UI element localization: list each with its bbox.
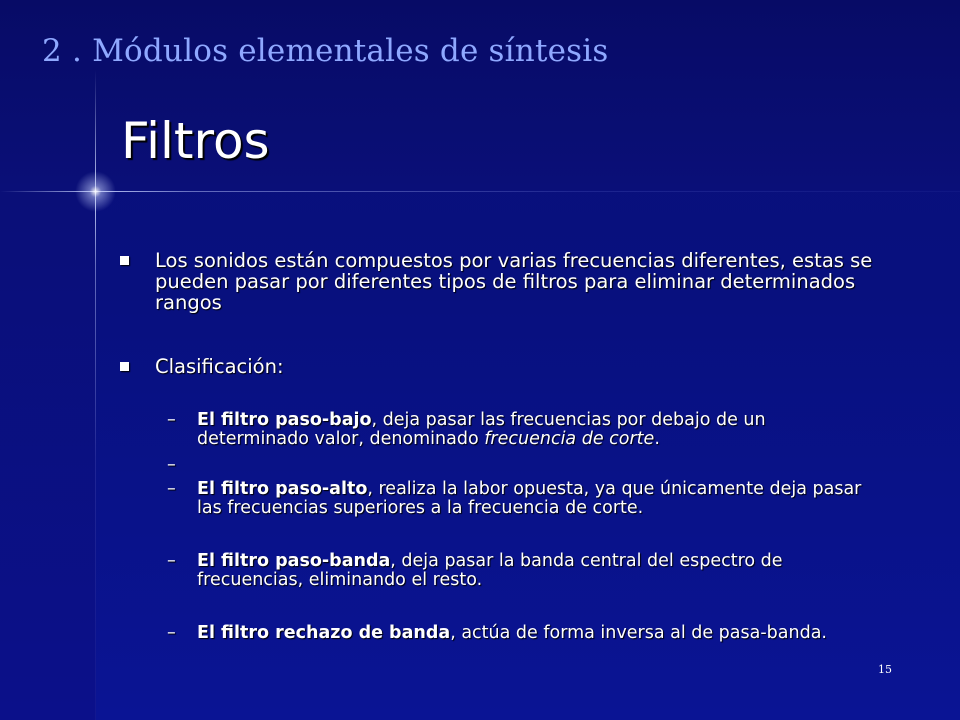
filter-description [197,624,877,643]
filter-name: El filtro paso-banda [197,551,391,571]
bullet-text: Clasificación: [155,355,284,378]
filter-name: El filtro paso-bajo [197,410,372,430]
filter-name: El filtro paso-alto [197,479,368,499]
section-subtitle: 2 . Módulos elementales de síntesis [42,33,609,69]
filter-term: frecuencia de corte [484,429,655,449]
horizontal-rule [0,191,960,192]
dash-marker: – [167,479,176,499]
filter-text: , deja pasar las frecuencias por debajo de un determinado valor, denominado [197,410,766,449]
filter-description [197,411,877,449]
slide-title: Filtros [121,112,270,170]
square-bullet-icon [120,362,129,371]
left-band [0,190,96,720]
sparkle-icon [75,171,116,212]
page-number: 15 [878,663,892,676]
square-bullet-icon [120,256,129,265]
vertical-rule [95,70,96,720]
filter-name: El filtro rechazo de banda [197,623,451,643]
filter-description [197,552,877,590]
filter-text-end: . [654,429,660,449]
dash-marker: – [167,410,176,430]
filter-description [197,480,877,518]
filter-text: , actúa de forma inversa al de pasa-banda. [450,623,827,643]
bullet-text: Los sonidos están compuestos por varias frecuencias diferentes, estas se pueden pasar por diferentes tipos de filtros para eliminar determinados rangos [155,249,873,314]
filter-text: , deja pasar la banda central del espectro de frecuencias, eliminando el resto. [197,551,783,590]
dash-marker: – [167,551,176,571]
dash-marker: – [167,623,176,643]
filter-text: , realiza la labor opuesta, ya que únicamente deja pasar las frecuencias superiores a la frecuencia de corte. [197,479,862,518]
dash-marker: – [167,455,176,475]
